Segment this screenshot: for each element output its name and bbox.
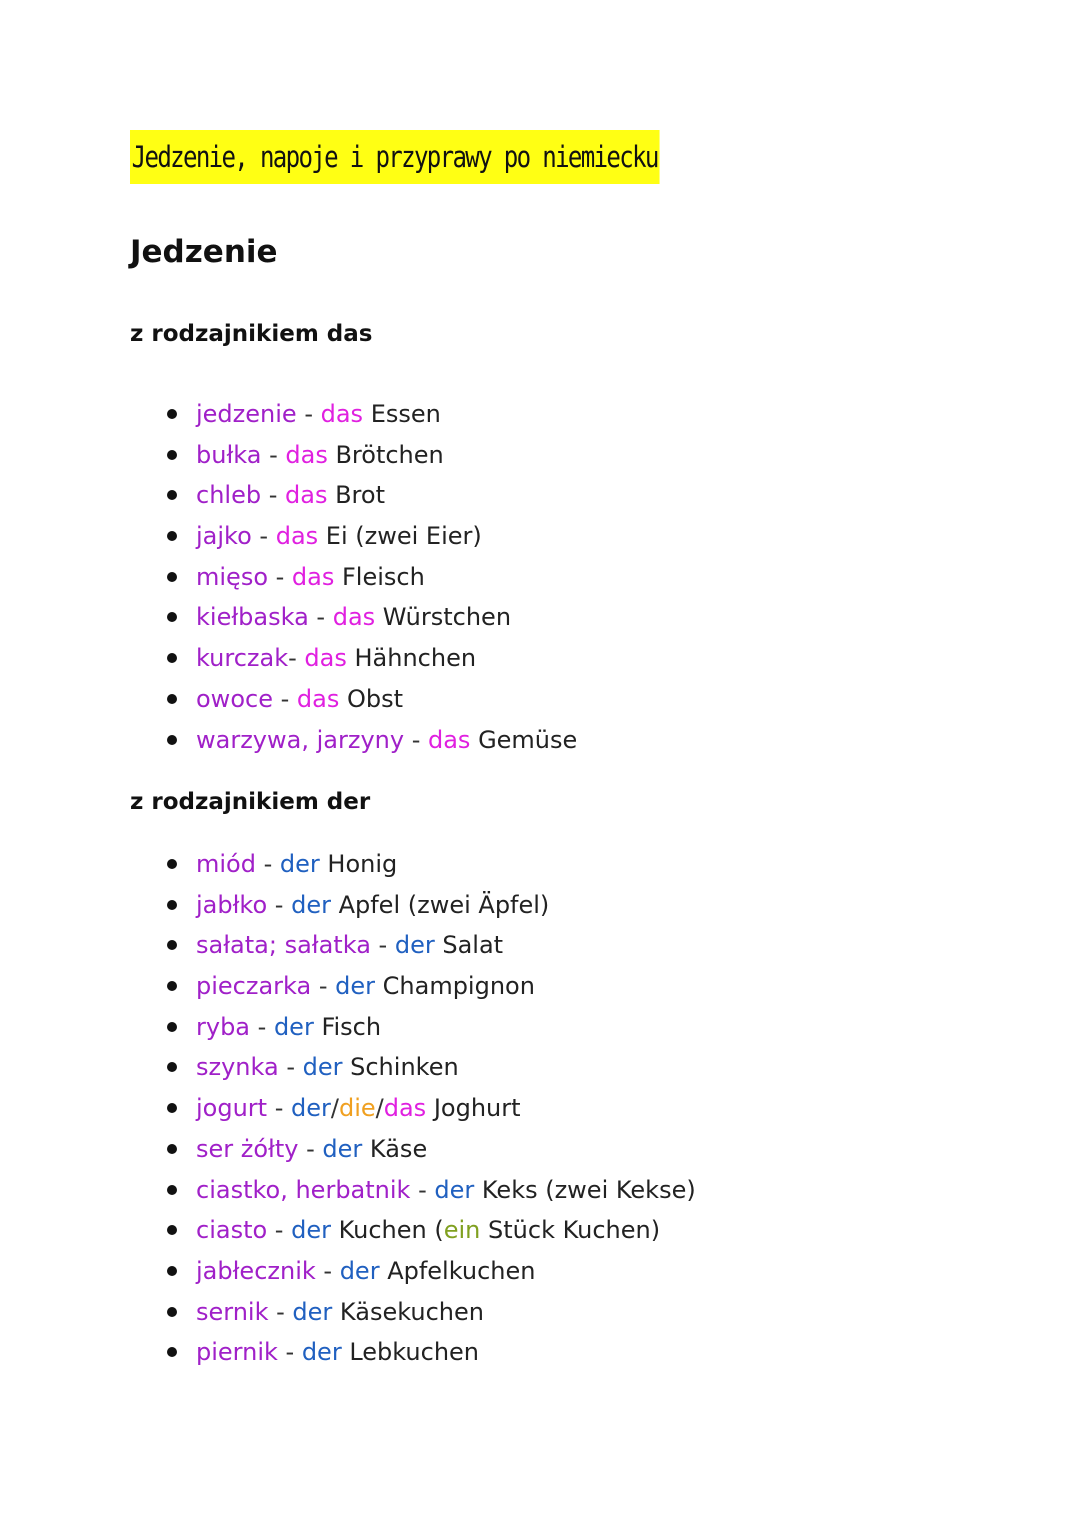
polish-word: chleb [196,481,262,510]
article: das [275,522,319,551]
separator: - [311,972,336,1001]
german-word: Schinken [342,1053,459,1082]
list-item [130,679,577,720]
bullet-icon [167,1185,177,1195]
bullet-icon [167,735,177,745]
article-das: das [383,1094,427,1123]
article: das [332,603,376,632]
german-word: Obst [339,684,404,713]
german-word: Essen [363,400,441,428]
slash: / [330,1094,339,1123]
separator: - [250,1012,274,1041]
polish-word: szynka [196,1053,279,1082]
list-item [130,516,577,557]
list-item [130,720,577,761]
list-item [130,1170,696,1211]
german-word: Apfelkuchen [379,1256,536,1285]
article: der [339,1256,380,1285]
separator: - [272,684,297,713]
polish-word: sałata; sałatka [196,931,371,960]
title-wrap [130,130,768,184]
german-word-rest: Stück Kuchen) [480,1216,661,1245]
polish-word: ryba [196,1012,251,1041]
polish-word: pieczarka [196,972,312,1001]
article: der [322,1134,363,1163]
separator: - [267,1094,291,1123]
german-word: Champignon [375,972,535,1001]
list-item [130,966,696,1007]
article: das [285,440,328,469]
separator: - [296,400,321,428]
article: der [291,890,331,919]
group-heading-das: z rodzajnikiem das [130,321,373,347]
list-item [130,1251,696,1292]
list-item [130,1292,696,1333]
bullet-icon [167,900,177,910]
german-word: Lebkuchen [341,1338,480,1367]
separator: - [255,850,280,878]
vocab-list-der [130,844,696,1373]
list-item [130,1129,696,1170]
list-item [130,435,577,476]
bullet-icon [167,572,177,582]
separator: - [410,1175,435,1204]
german-word: Apfel (zwei Äpfel) [330,890,550,919]
bullet-icon [167,859,177,869]
german-word: Keks (zwei Kekse) [474,1175,696,1204]
german-word: Ei (zwei Eier) [318,522,482,551]
bullet-icon [167,1225,177,1235]
separator: - [288,644,305,673]
list-item [130,844,696,885]
separator: - [251,522,276,551]
polish-word: bułka [196,440,262,469]
german-word: Käse [362,1134,428,1163]
article-die: die [338,1094,376,1123]
article: der [434,1175,475,1204]
article: der [335,972,376,1001]
separator: - [267,890,292,919]
separator: - [261,440,286,469]
article-ein: ein [443,1216,481,1245]
german-word: Würstchen [375,603,512,632]
separator: - [267,1216,292,1245]
polish-word: jabłecznik [196,1256,316,1285]
vocab-list-das [130,394,577,760]
separator: - [404,725,428,754]
separator: - [268,1297,293,1326]
bullet-icon [167,981,177,991]
polish-word: ciastko, herbatnik [196,1175,411,1204]
bullet-icon [167,409,177,419]
article: das [291,562,335,591]
list-item [130,1210,696,1251]
polish-word: mięso [196,562,268,591]
polish-word: kiełbaska [196,603,309,632]
german-word: Brötchen [327,440,444,469]
polish-word: kurczak [196,644,289,673]
bullet-icon [167,653,177,663]
separator: - [261,481,285,510]
separator: - [315,1256,340,1285]
polish-word: piernik [196,1338,278,1367]
article: das [285,481,328,510]
bullet-icon [167,1347,177,1357]
polish-word: warzywa, jarzyny [196,725,405,754]
article: das [304,644,347,673]
article: der [291,1094,331,1123]
list-item [130,1047,696,1088]
section-heading: Jedzenie [130,234,278,270]
bullet-icon [167,531,177,541]
article: der [301,1338,342,1367]
list-item [130,638,577,679]
german-word: Fleisch [334,562,425,591]
list-item [130,394,577,435]
article: das [427,725,471,754]
bullet-icon [167,1266,177,1276]
bullet-icon [167,1062,177,1072]
german-word: Hähnchen [346,644,477,673]
polish-word: jabłko [196,890,268,919]
german-word: Brot [327,481,385,510]
bullet-icon [167,694,177,704]
list-item [130,925,696,966]
bullet-icon [167,940,177,950]
article: der [292,1297,333,1326]
separator: - [278,1053,303,1082]
bullet-icon [167,1144,177,1154]
list-item [130,597,577,638]
polish-word: sernik [196,1297,269,1326]
article: das [296,684,340,713]
polish-word: owoce [196,684,273,713]
separator: - [370,931,395,960]
german-word: Käsekuchen [332,1297,484,1326]
separator: - [308,603,333,632]
list-item [130,1332,696,1373]
bullet-icon [167,1307,177,1317]
article: der [279,850,320,878]
separator: - [268,562,292,591]
polish-word: jedzenie [196,400,297,428]
german-word: Kuchen ( [330,1216,444,1245]
list-item [130,1007,696,1048]
article: der [302,1053,343,1082]
group-heading-der: z rodzajnikiem der [130,789,371,815]
article: der [394,931,435,960]
polish-word: miód [196,850,256,878]
separator: - [298,1134,323,1163]
list-item [130,1088,696,1129]
slash: / [375,1094,384,1123]
german-word: Honig [319,850,398,878]
list-item [130,475,577,516]
bullet-icon [167,450,177,460]
list-item [130,557,577,598]
polish-word: ser żółty [196,1134,299,1163]
polish-word: jajko [196,522,252,551]
separator: - [277,1338,302,1367]
article: das [320,400,364,428]
article: der [273,1012,314,1041]
bullet-icon [167,490,177,500]
list-item [130,885,696,926]
article: der [291,1216,331,1245]
page-title: Jedzenie, napoje i przyprawy po niemiecku [130,130,659,184]
german-word: Fisch [313,1012,382,1041]
german-word: Gemüse [470,725,578,754]
german-word: Joghurt [426,1094,521,1123]
bullet-icon [167,612,177,622]
german-word: Salat [434,931,504,960]
bullet-icon [167,1022,177,1032]
bullet-icon [167,1103,177,1113]
polish-word: jogurt [196,1094,268,1123]
polish-word: ciasto [196,1216,268,1245]
